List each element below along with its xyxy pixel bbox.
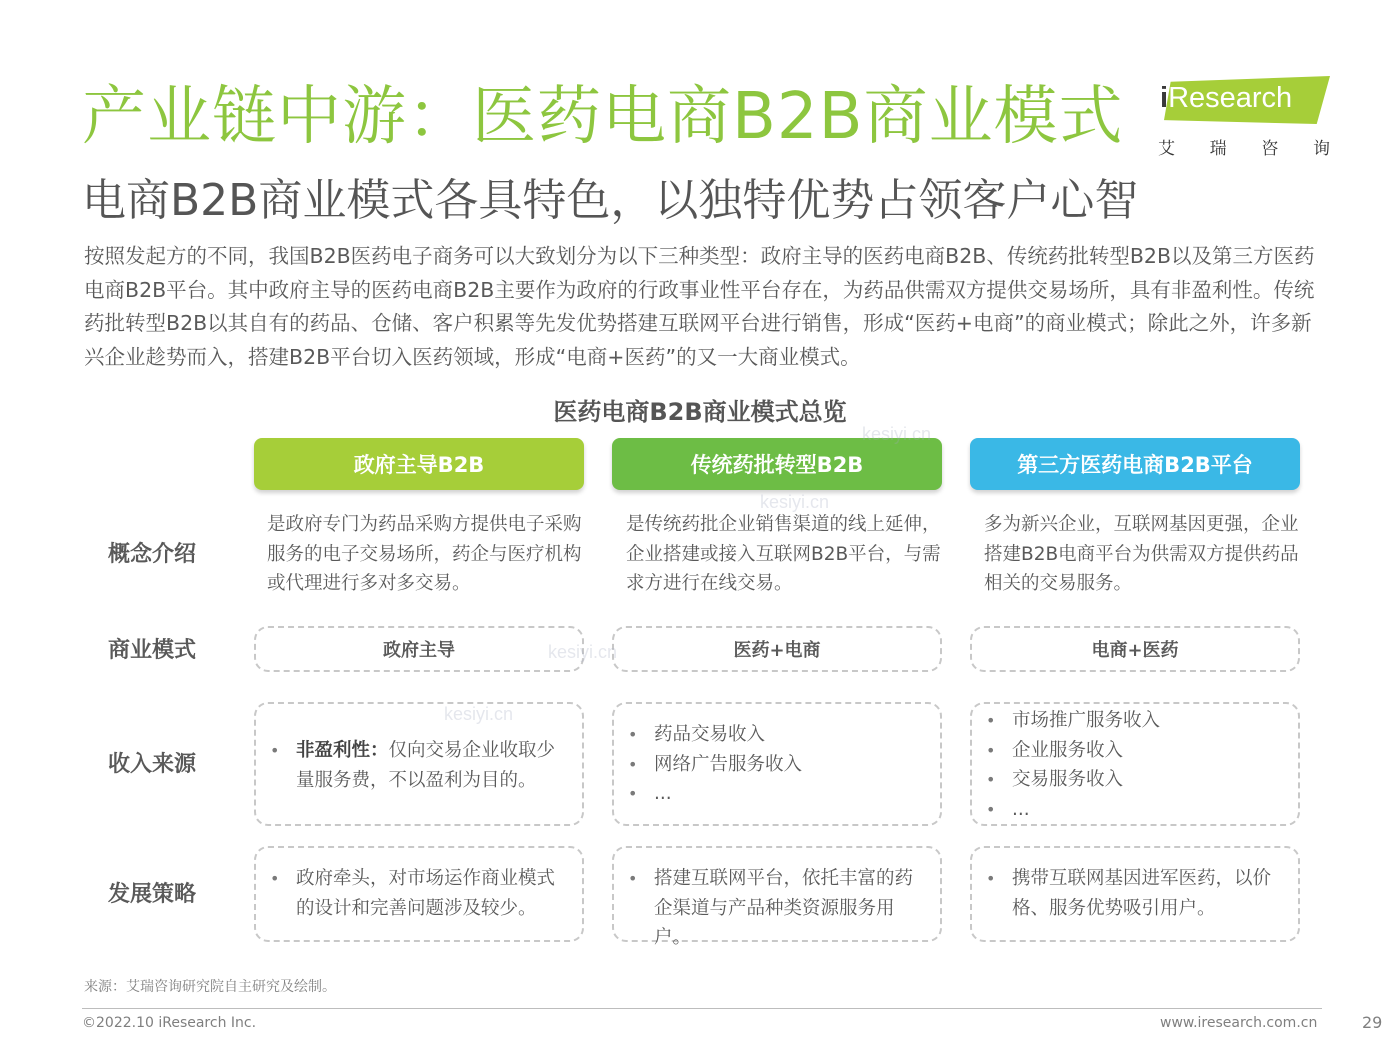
revenue-box-traditional xyxy=(612,702,942,826)
watermark-text: kesiyi.cn xyxy=(760,492,830,512)
strategy-box-government xyxy=(254,846,584,942)
list-item: • 药品交易收入 xyxy=(626,720,930,750)
watermark-text: kesiyi.cn xyxy=(548,642,618,662)
column-header-government: 政府主导B2B xyxy=(254,438,584,490)
revenue-box-government xyxy=(254,702,584,826)
revenue-list xyxy=(984,706,1288,824)
page-subtitle: 电商B2B商业模式各具特色，以独特优势占领客户心智 xyxy=(82,175,1139,226)
list-item: • 非盈利性：仅向交易企业收取少量服务费，不以盈利为目的。 xyxy=(268,736,572,795)
footer-divider xyxy=(82,1008,1322,1009)
strategy-box-traditional xyxy=(612,846,942,948)
page-number: 29 xyxy=(1362,1013,1383,1032)
copyright-text: ©2022.10 iResearch Inc. xyxy=(82,1015,257,1031)
revenue-list xyxy=(626,720,930,809)
list-item: • 企业服务收入 xyxy=(984,736,1288,766)
list-item: • 搭建互联网平台，依托丰富的药企渠道与产品种类资源服务用户。 xyxy=(626,864,930,953)
list-item: • ... xyxy=(626,779,930,809)
page-title: 产业链中游：医药电商B2B商业模式 xyxy=(82,80,1124,154)
list-item: • 携带互联网基因进军医药，以价格、服务优势吸引用户。 xyxy=(984,864,1288,923)
row-label-model: 商业模式 xyxy=(108,638,197,663)
model-box-government: 政府主导 xyxy=(254,626,584,672)
column-header-third-party: 第三方医药电商B2B平台 xyxy=(970,438,1300,490)
source-note: 来源：艾瑞咨询研究院自主研究及绘制。 xyxy=(84,979,336,995)
strategy-list xyxy=(626,864,930,953)
row-label-revenue: 收入来源 xyxy=(108,752,197,777)
watermark-text: kesiyi.cn xyxy=(862,424,932,444)
revenue-list xyxy=(268,736,572,795)
concept-text-third-party: 多为新兴企业，互联网基因更强，企业搭建B2B电商平台为供需双方提供药品相关的交易服务。 xyxy=(984,514,1299,594)
list-item: • 市场推广服务收入 xyxy=(984,706,1288,736)
row-label-concept: 概念介绍 xyxy=(108,542,197,567)
concept-text-government: 是政府专门为药品采购方提供电子采购服务的电子交易场所，药企与医疗机构或代理进行多对多交易。 xyxy=(267,514,582,594)
strategy-list xyxy=(268,864,572,923)
logo-subtitle: 艾 瑞 咨 询 xyxy=(1158,139,1330,159)
list-item: • ... xyxy=(984,795,1288,825)
model-box-traditional: 医药+电商 xyxy=(612,626,942,672)
concept-text-traditional: 是传统药批企业销售渠道的线上延伸，企业搭建或接入互联网B2B平台，与需求方进行在线交易。 xyxy=(626,514,941,594)
logo-wordmark: iResearch xyxy=(1160,82,1293,114)
intro-paragraph: 按照发起方的不同，我国B2B医药电子商务可以大致划分为以下三种类型：政府主导的医药电商B2B、传统药批转型B2B以及第三方医药电商B2B平台。其中政府主导的医药电商B2B主要作为政府的行政事业性平台存在，为药品供需双方提供交易场所，具有非盈利性。传统药批转型B2B以其自有的药品、仓储、客户积累等先发优势搭建互联网平台进行销售，形成“医药+电商”的商业模式；除此之外，许多新兴企业趁势而入，搭建B2B平台切入医药领域，形成“电商+医药”的又一大商业模式。 xyxy=(84,244,1315,369)
column-header-traditional: 传统药批转型B2B xyxy=(612,438,942,490)
list-item: • 网络广告服务收入 xyxy=(626,750,930,780)
website-link[interactable]: www.iresearch.com.cn xyxy=(1160,1015,1318,1031)
iresearch-logo xyxy=(1158,72,1330,162)
strategy-list xyxy=(984,864,1288,923)
overview-title: 医药电商B2B商业模式总览 xyxy=(553,398,847,426)
revenue-box-third-party xyxy=(970,702,1300,826)
list-item: • 交易服务收入 xyxy=(984,765,1288,795)
list-item: • 政府牵头，对市场运作商业模式的设计和完善问题涉及较少。 xyxy=(268,864,572,923)
watermark-text: kesiyi.cn xyxy=(444,704,514,724)
strategy-box-third-party xyxy=(970,846,1300,942)
row-label-strategy: 发展策略 xyxy=(108,882,197,907)
model-box-third-party: 电商+医药 xyxy=(970,626,1300,672)
